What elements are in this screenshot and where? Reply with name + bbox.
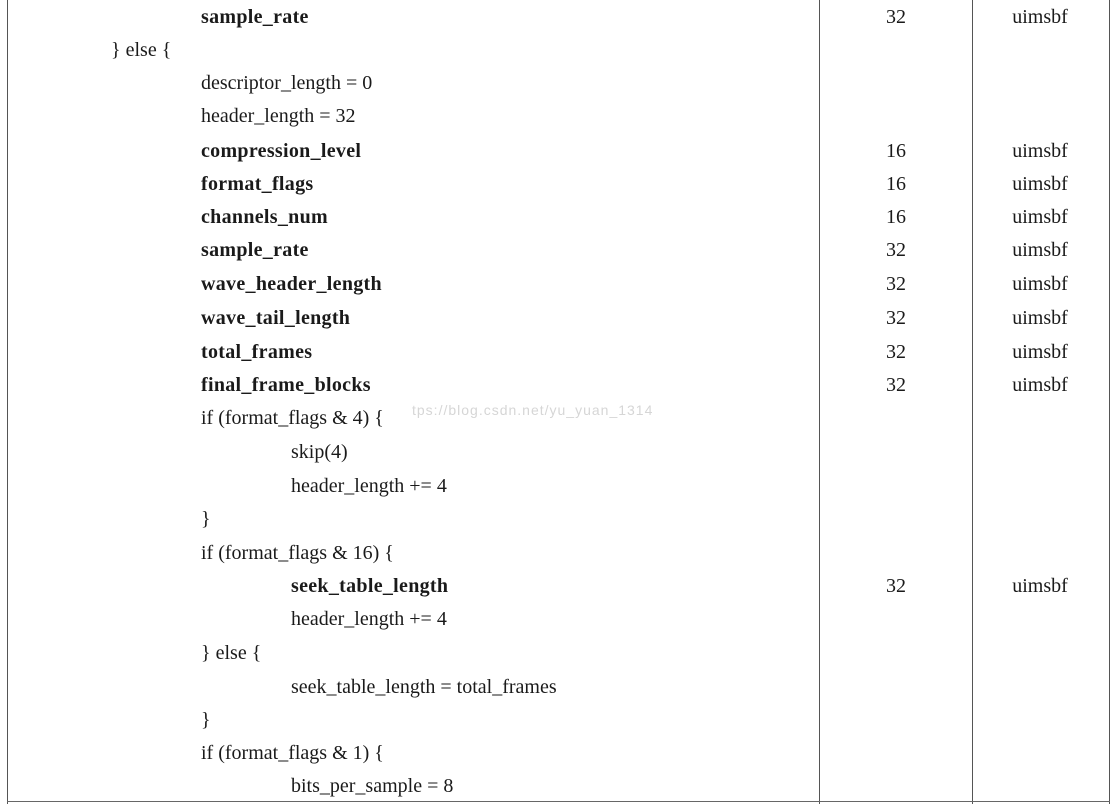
- table-row: [0, 100, 1116, 133]
- syntax-cell: final_frame_blocks: [201, 374, 371, 396]
- table-row: [0, 1, 1116, 34]
- syntax-cell: seek_table_length = total_frames: [291, 676, 557, 698]
- table-row: [0, 168, 1116, 201]
- bits-cell: 32: [886, 307, 906, 329]
- syntax-cell: } else {: [111, 39, 172, 61]
- mnemonic-cell: uimsbf: [1012, 140, 1068, 162]
- table-row: [0, 201, 1116, 234]
- mnemonic-cell: uimsbf: [1012, 239, 1068, 261]
- table-row: [0, 671, 1116, 704]
- bits-cell: 32: [886, 575, 906, 597]
- mnemonic-cell: uimsbf: [1012, 341, 1068, 363]
- table-row: [0, 135, 1116, 168]
- syntax-cell: compression_level: [201, 140, 362, 162]
- syntax-cell: header_length += 4: [291, 475, 447, 497]
- table-row: [0, 369, 1116, 402]
- mnemonic-cell: uimsbf: [1012, 374, 1068, 396]
- table-row: [0, 436, 1116, 469]
- syntax-cell: channels_num: [201, 206, 328, 228]
- syntax-cell: format_flags: [201, 173, 314, 195]
- bits-cell: 32: [886, 341, 906, 363]
- bits-cell: 32: [886, 6, 906, 28]
- table-row: [0, 402, 1116, 435]
- watermark-text: tps://blog.csdn.net/yu_yuan_1314: [412, 402, 654, 418]
- table-row: [0, 737, 1116, 770]
- table-row: [0, 770, 1116, 803]
- table-row: [0, 503, 1116, 536]
- bits-cell: 16: [886, 206, 906, 228]
- syntax-cell: header_length = 32: [201, 105, 356, 127]
- mnemonic-cell: uimsbf: [1012, 575, 1068, 597]
- syntax-cell: header_length += 4: [291, 608, 447, 630]
- syntax-cell: descriptor_length = 0: [201, 72, 373, 94]
- syntax-cell: skip(4): [291, 441, 348, 463]
- syntax-cell: } else {: [201, 642, 262, 664]
- table-row: [0, 470, 1116, 503]
- syntax-cell: }: [201, 508, 211, 530]
- bits-cell: 32: [886, 374, 906, 396]
- syntax-cell: seek_table_length: [291, 575, 449, 597]
- bits-cell: 32: [886, 239, 906, 261]
- mnemonic-cell: uimsbf: [1012, 6, 1068, 28]
- syntax-cell: sample_rate: [201, 6, 309, 28]
- bits-cell: 16: [886, 173, 906, 195]
- mnemonic-cell: uimsbf: [1012, 307, 1068, 329]
- mnemonic-cell: uimsbf: [1012, 273, 1068, 295]
- mnemonic-cell: uimsbf: [1012, 206, 1068, 228]
- syntax-cell: bits_per_sample = 8: [291, 775, 454, 797]
- bits-cell: 16: [886, 140, 906, 162]
- table-row: [0, 268, 1116, 301]
- syntax-cell: }: [201, 709, 211, 731]
- table-row: [0, 704, 1116, 737]
- table-row: [0, 537, 1116, 570]
- table-row: [0, 67, 1116, 100]
- syntax-cell: if (format_flags & 4) {: [201, 407, 384, 429]
- table-row: [0, 34, 1116, 67]
- table-row: [0, 570, 1116, 603]
- table-row: [0, 302, 1116, 335]
- bits-cell: 32: [886, 273, 906, 295]
- syntax-cell: wave_tail_length: [201, 307, 351, 329]
- syntax-cell: if (format_flags & 1) {: [201, 742, 384, 764]
- syntax-cell: wave_header_length: [201, 273, 382, 295]
- syntax-cell: if (format_flags & 16) {: [201, 542, 394, 564]
- table-row: [0, 603, 1116, 636]
- table-row: [0, 234, 1116, 267]
- table-row: [0, 336, 1116, 369]
- syntax-cell: sample_rate: [201, 239, 309, 261]
- table-row: [0, 637, 1116, 670]
- syntax-cell: total_frames: [201, 341, 313, 363]
- mnemonic-cell: uimsbf: [1012, 173, 1068, 195]
